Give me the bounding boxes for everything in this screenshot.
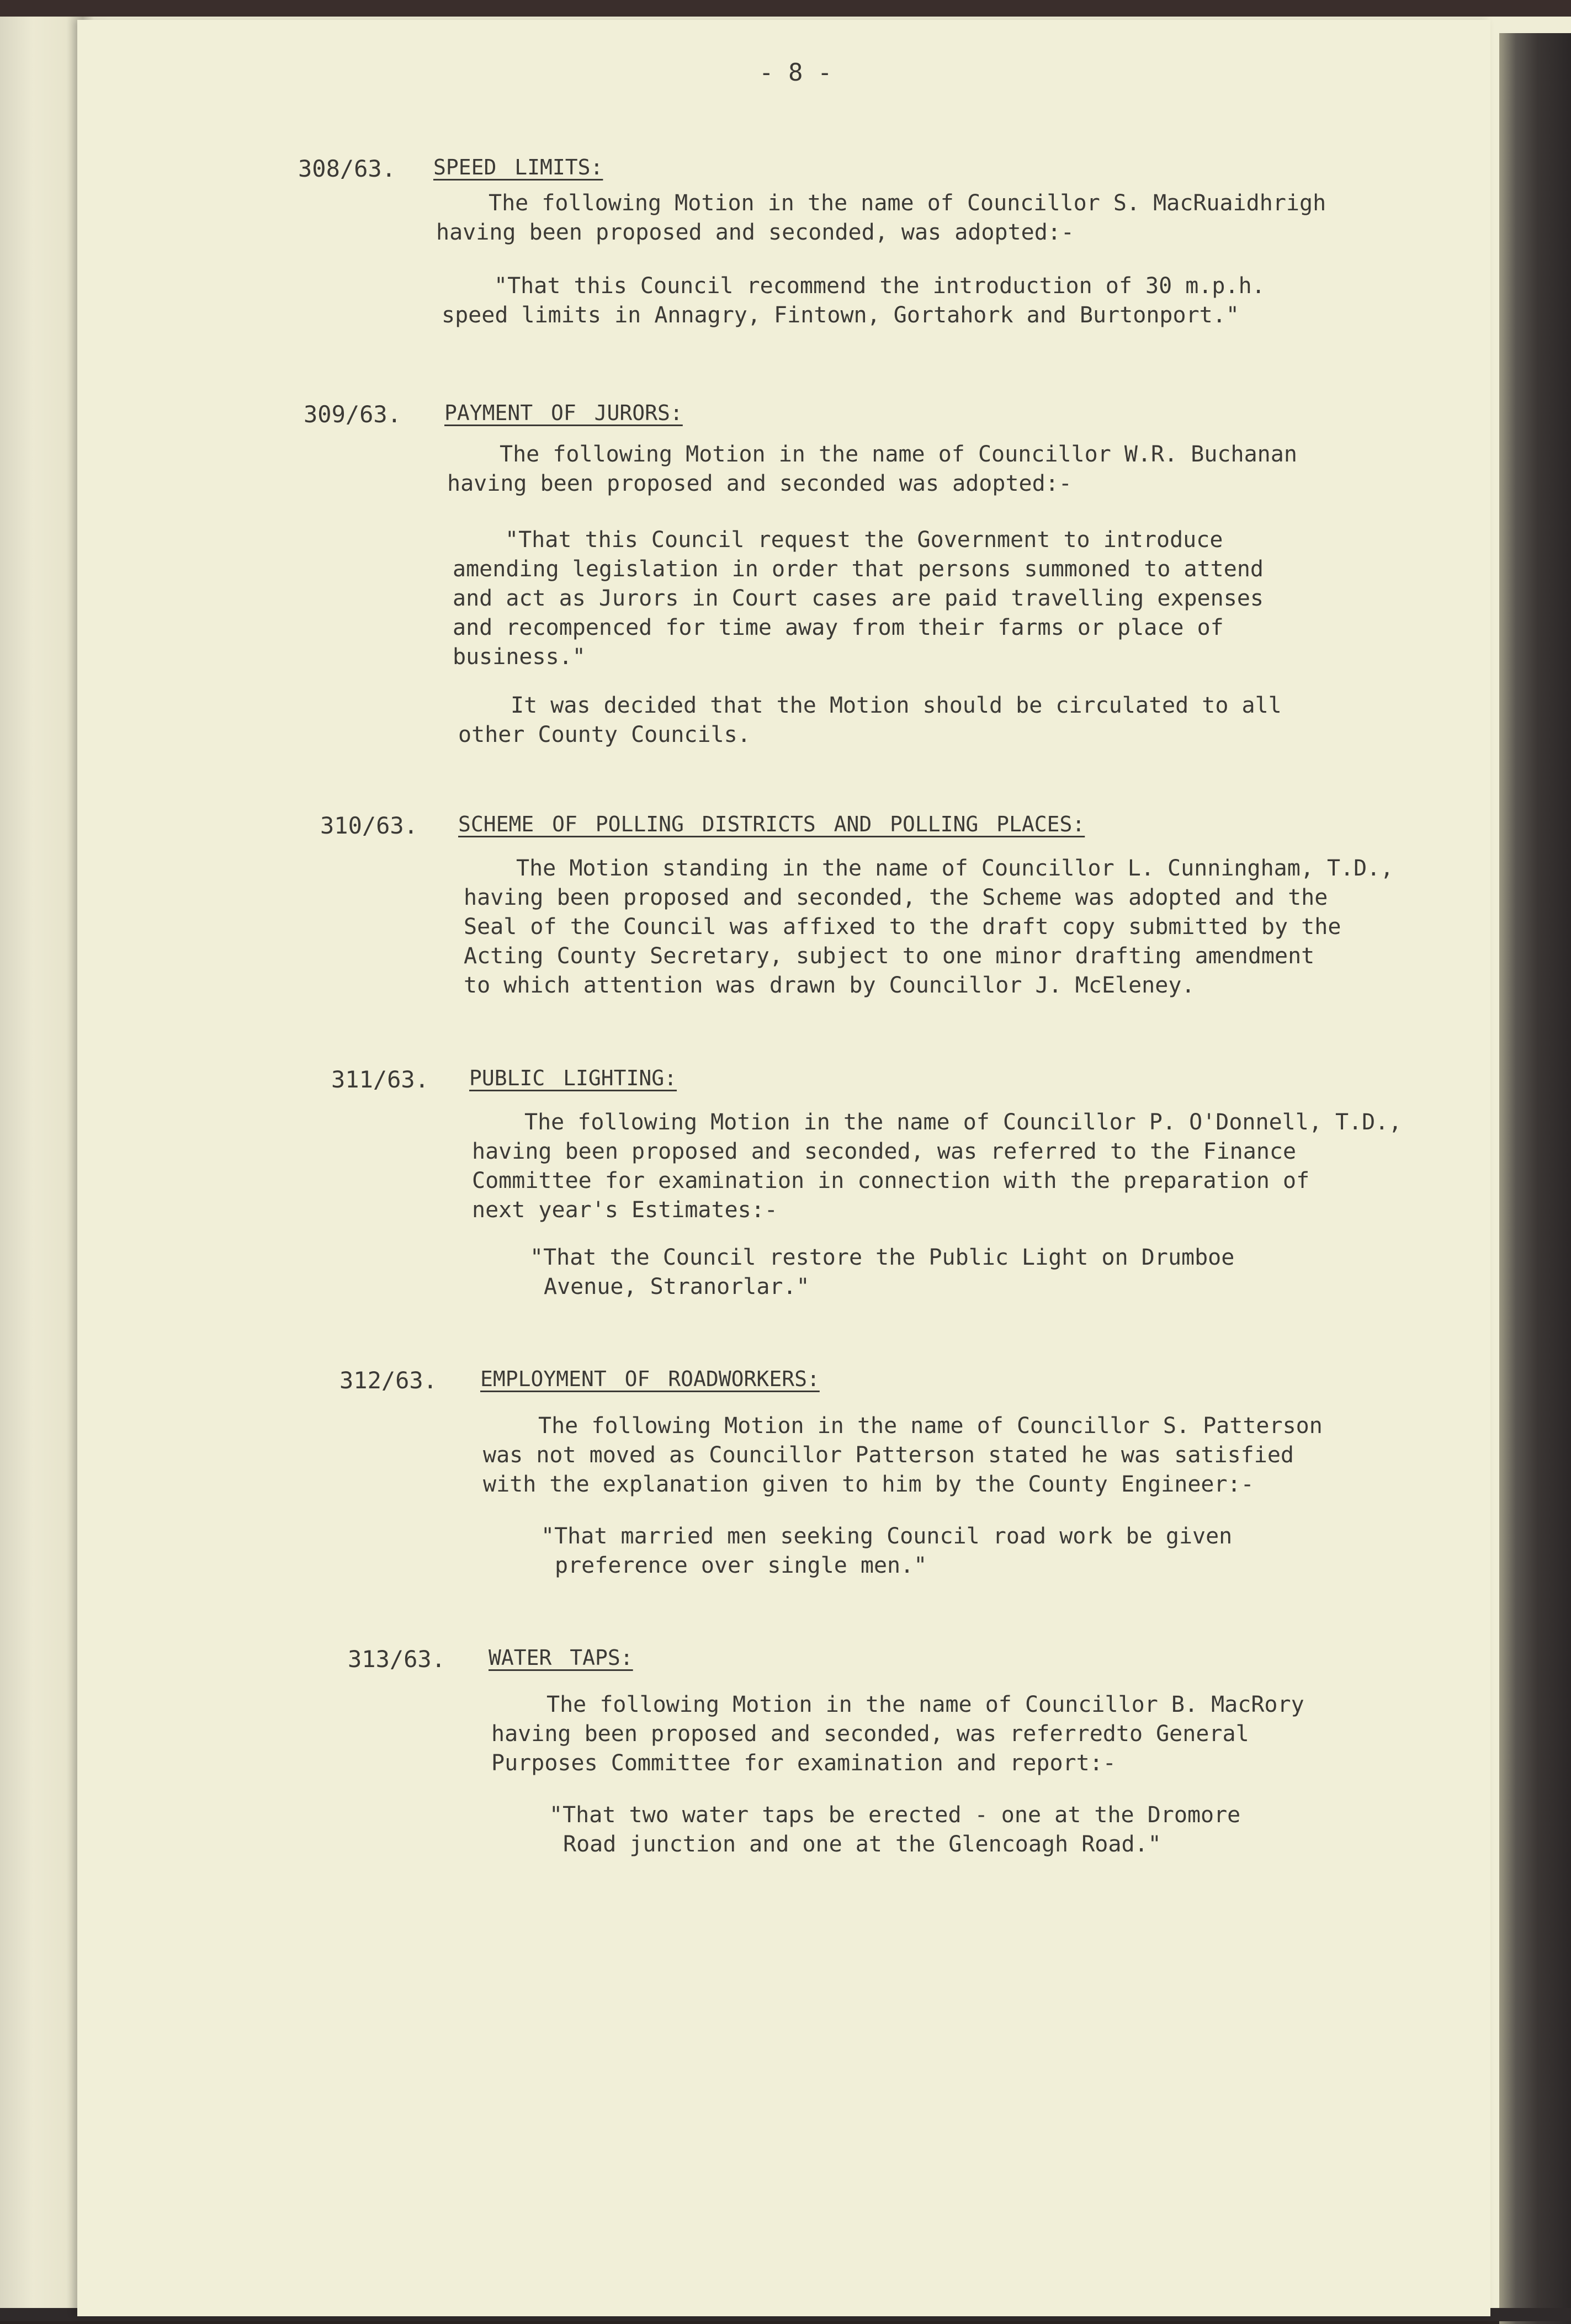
note-text: other County Councils.: [458, 722, 751, 747]
quote-text: amending legislation in order that persons summoned to attend: [453, 556, 1264, 582]
quote-text: and act as Jurors in Court cases are paid travelling expenses: [453, 586, 1264, 611]
item-heading: SPEED LIMITS:: [433, 155, 603, 179]
motion-text: Committee for examination in connection with the preparation of: [472, 1168, 1310, 1193]
note-text: It was decided that the Motion should be circulated to all: [511, 693, 1282, 718]
motion-text: having been proposed and seconded, was referred to the Finance: [472, 1139, 1297, 1164]
quote-text: "That two water taps be erected - one at the Dromore: [549, 1802, 1241, 1828]
motion-text: The following Motion in the name of Councillor S. MacRuaidhrigh: [489, 190, 1326, 216]
motion-text: having been proposed and seconded, was adopted:-: [436, 220, 1074, 245]
motion-text: next year's Estimates:-: [472, 1197, 778, 1223]
scan-top-edge: [0, 0, 1571, 17]
motion-text: The following Motion in the name of Councillor S. Patterson: [538, 1413, 1323, 1439]
quote-text: and recompenced for time away from their farms or place of: [453, 615, 1224, 640]
scan-right-edge: [1499, 33, 1571, 2324]
page-number: - 8 -: [759, 59, 832, 87]
item-number: 313/63.: [348, 1646, 446, 1673]
quote-text: Avenue, Stranorlar.": [544, 1274, 810, 1299]
motion-text: Purposes Committee for examination and report:-: [491, 1750, 1116, 1776]
quote-text: "That the Council restore the Public Light on Drumboe: [530, 1245, 1235, 1270]
item-heading: SCHEME OF POLLING DISTRICTS AND POLLING PLACES:: [458, 812, 1085, 836]
item-number: 312/63.: [339, 1367, 438, 1394]
quote-text: business.": [453, 644, 586, 670]
motion-text: having been proposed and seconded was adopted:-: [447, 471, 1072, 496]
item-number: 309/63.: [304, 401, 402, 428]
item-heading: EMPLOYMENT OF ROADWORKERS:: [480, 1367, 820, 1391]
motion-text: The Motion standing in the name of Councillor L. Cunningham, T.D.,: [516, 856, 1394, 881]
motion-text: Acting County Secretary, subject to one minor drafting amendment: [464, 943, 1315, 969]
quote-text: preference over single men.": [555, 1553, 927, 1578]
item-heading: PUBLIC LIGHTING:: [469, 1066, 677, 1090]
quote-text: "That this Council request the Government to introduce: [505, 527, 1223, 553]
motion-text: with the explanation given to him by the County Engineer:-: [483, 1472, 1254, 1497]
item-number: 311/63.: [331, 1066, 429, 1093]
document-page: [77, 20, 1490, 2316]
motion-text: was not moved as Councillor Patterson stated he was satisfied: [483, 1442, 1294, 1468]
motion-text: having been proposed and seconded, the Scheme was adopted and the: [464, 885, 1328, 910]
quote-text: "That married men seeking Council road work be given: [541, 1524, 1233, 1549]
motion-text: to which attention was drawn by Councillor J. McEleney.: [464, 973, 1195, 998]
motion-text: Seal of the Council was affixed to the draft copy submitted by the: [464, 914, 1341, 940]
item-number: 308/63.: [298, 155, 396, 182]
motion-text: having been proposed and seconded, was referredto General: [491, 1721, 1249, 1747]
quote-text: speed limits in Annagry, Fintown, Gortahork and Burtonport.": [442, 303, 1239, 328]
quote-text: "That this Council recommend the introduction of 30 m.p.h.: [494, 273, 1265, 299]
quote-text: Road junction and one at the Glencoagh Road.": [563, 1832, 1161, 1857]
motion-text: The following Motion in the name of Councillor W.R. Buchanan: [500, 442, 1297, 467]
item-heading: PAYMENT OF JURORS:: [444, 401, 683, 425]
motion-text: The following Motion in the name of Councillor B. MacRory: [546, 1692, 1304, 1717]
motion-text: The following Motion in the name of Councillor P. O'Donnell, T.D.,: [524, 1110, 1402, 1135]
item-number: 310/63.: [320, 812, 418, 839]
item-heading: WATER TAPS:: [489, 1646, 633, 1670]
